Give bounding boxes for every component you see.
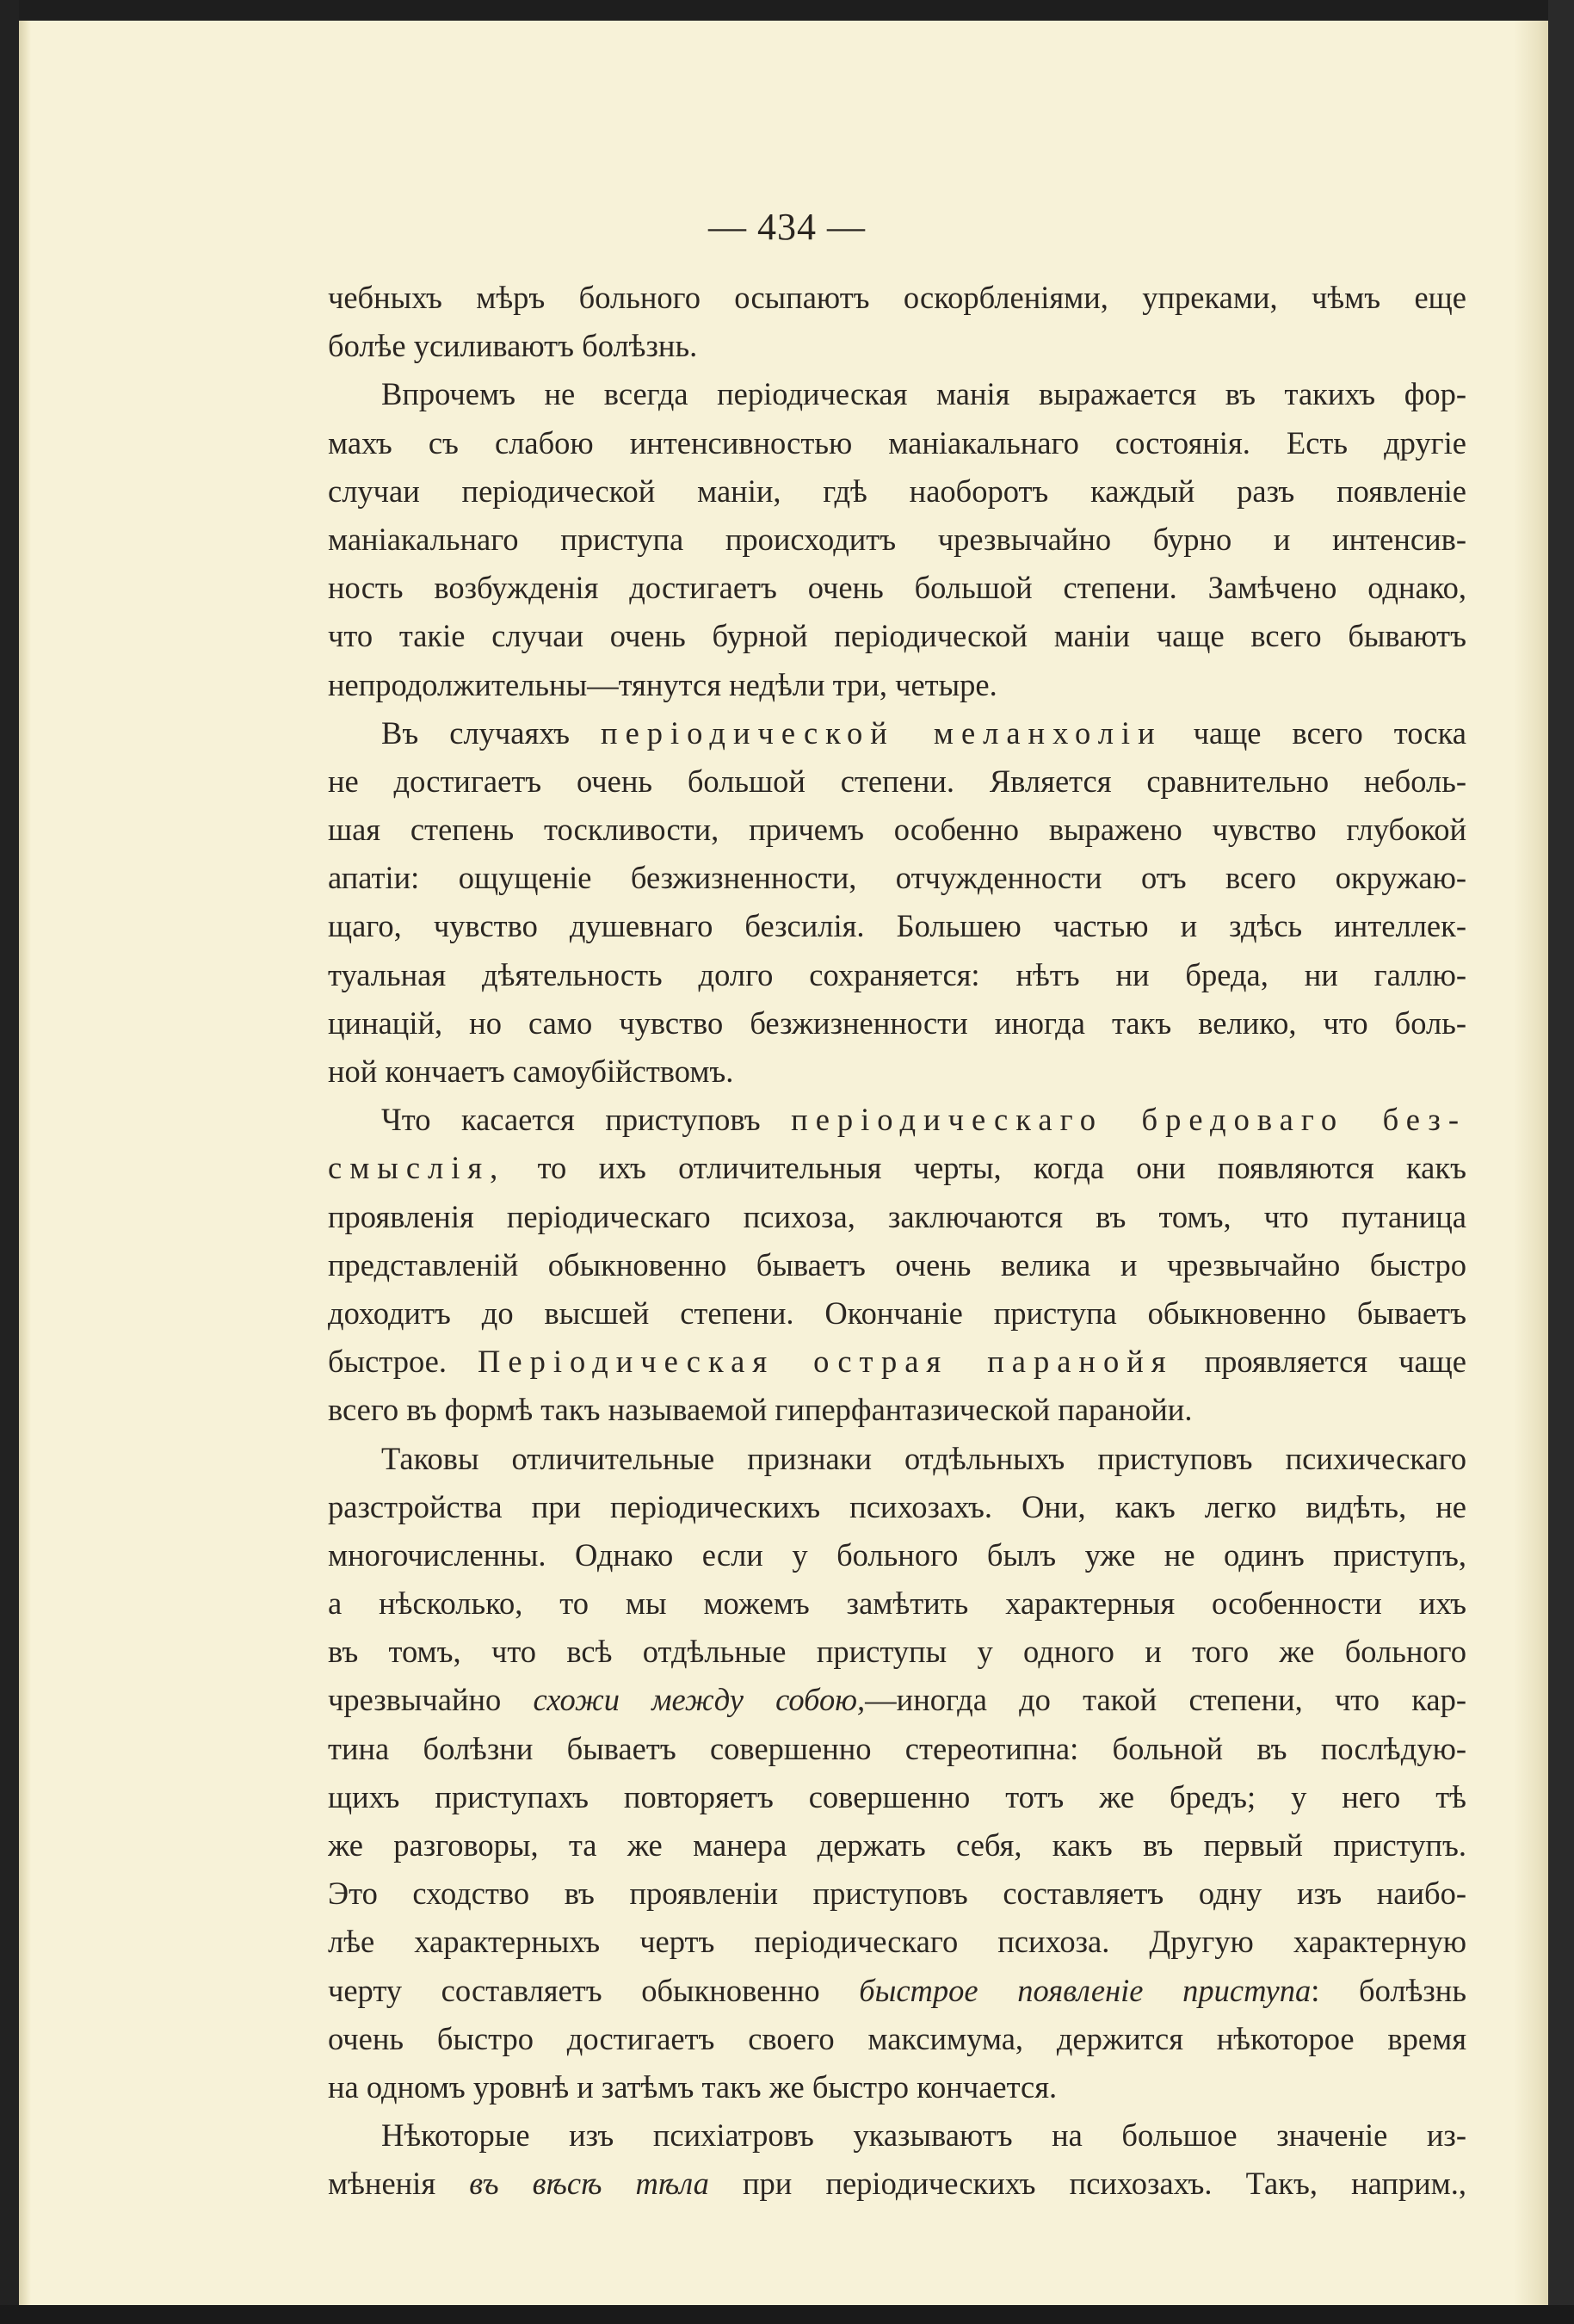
spaced-emphasis: Періодическая острая паранойя (478, 1344, 1174, 1380)
text-line: въ томъ, что всѣ отдѣльные приступы у одного и того же больного (328, 1634, 1466, 1670)
text-line: что такіе случаи очень бурной періодической маніи чаще всего бываютъ (328, 618, 1466, 654)
text-line: шая степень тоскливости, причемъ особенно выражено чувство глубокой (328, 812, 1466, 848)
text-line (328, 2160, 1466, 2208)
text-run: быстрое. (328, 1344, 478, 1380)
italic-emphasis: схожи между собою, (533, 1682, 866, 1718)
text-run: мѣненія (328, 2166, 470, 2202)
text-line: Это сходство въ проявленіи приступовъ составляетъ одну изъ наибо- (328, 1876, 1466, 1912)
scan-border-right (1548, 0, 1574, 2324)
text-run: Въ случаяхъ (381, 714, 602, 751)
text-line: представленій обыкновенно бываетъ очень велика и чрезвычайно быстро (328, 1246, 1466, 1283)
text-line: маніакальнаго приступа происходитъ чрезвычайно бурно и интенсив- (328, 521, 1466, 557)
text-run: : болѣзнь (1311, 1972, 1466, 2008)
page-gutter-shadow (19, 21, 31, 2305)
scan-border-bottom (0, 2305, 1574, 2324)
text-line: Таковы отличительные признаки отдѣльныхъ приступовъ психическаго (381, 1440, 1466, 1476)
text-line: доходитъ до высшей степени. Окончаніе приступа обыкновенно бываетъ (328, 1295, 1466, 1331)
spaced-emphasis: періодическаго бредоваго без- (791, 1102, 1466, 1138)
italic-emphasis: быстрое появленіе приступа (859, 1972, 1312, 2008)
text-line: всего въ формѣ такъ называемой гиперфантазической паранойи. (328, 1392, 1193, 1428)
spaced-emphasis: періодической меланхоліи (601, 714, 1163, 751)
text-line: а нѣсколько, то мы можемъ замѣтить характерныя особенности ихъ (328, 1585, 1466, 1622)
text-run: черту составляетъ обыкновенно (328, 1972, 860, 2008)
text-line (328, 1338, 1466, 1386)
text-line: же разговоры, та же манера держать себя, какъ въ первый приступъ. (328, 1827, 1466, 1863)
text-line: апатіи: ощущеніе безжизненности, отчужденности отъ всего окружаю- (328, 860, 1466, 896)
text-line: очень быстро достигаетъ своего максимума, держится нѣкоторое время (328, 2020, 1466, 2056)
text-line: щихъ приступахъ повторяетъ совершенно тотъ же бредъ; у него тѣ (328, 1778, 1466, 1814)
text-line: махъ съ слабою интенсивностью маніакальнаго состоянія. Есть другіе (328, 424, 1466, 460)
text-line (328, 1096, 1466, 1144)
text-line: тина болѣзни бываетъ совершенно стереотипна: больной въ послѣдую- (328, 1730, 1466, 1766)
text-line: Впрочемъ не всегда періодическая манія выражается въ такихъ фор- (381, 376, 1466, 412)
text-line (328, 1967, 1466, 2015)
text-line: многочисленны. Однако если у больного былъ уже не одинъ приступъ, (328, 1536, 1466, 1573)
text-line: ность возбужденія достигаетъ очень большой степени. Замѣчено однако, (328, 570, 1466, 606)
text-line: ной кончаетъ самоубійствомъ. (328, 1054, 734, 1089)
text-line (328, 1144, 1466, 1192)
text-line (328, 1676, 1466, 1724)
text-run: чаще всего тоска (1162, 714, 1466, 751)
text-line: не достигаетъ очень большой степени. Является сравнительно неболь- (328, 763, 1466, 799)
text-line (328, 709, 1466, 757)
text-run: проявляется чаще (1173, 1344, 1466, 1380)
body-text (328, 274, 1466, 2209)
italic-emphasis: въ вѣсѣ тѣла (469, 2166, 709, 2202)
text-run: чрезвычайно (328, 1682, 534, 1718)
text-run: Что касается приступовъ (381, 1102, 792, 1138)
scan-border-left (0, 0, 19, 2324)
text-line: болѣе усиливаютъ болѣзнь. (328, 328, 698, 364)
spaced-emphasis: смыслія, (328, 1150, 506, 1186)
text-run: —иногда до такой степени, что кар- (865, 1682, 1466, 1718)
text-line: на одномъ уровнѣ и затѣмъ такъ же быстро кончается. (328, 2068, 1058, 2105)
page-edge-shadow (1514, 21, 1548, 2305)
text-line: щаго, чувство душевнаго безсилія. Большею частью и здѣсь интеллек- (328, 908, 1466, 944)
text-run: то ихъ отличительныя черты, когда они появляются какъ (505, 1150, 1466, 1186)
text-line: Нѣкоторые изъ психіатровъ указываютъ на большое значеніе из- (381, 2117, 1466, 2154)
text-line: лѣе характерныхъ чертъ періодическаго психоза. Другую характерную (328, 1924, 1466, 1960)
text-line: проявленія періодическаго психоза, заключаются въ томъ, что путаница (328, 1198, 1466, 1234)
text-line: непродолжительны—тянутся недѣли три, четыре. (328, 666, 997, 702)
text-line: цинацій, но само чувство безжизненности иногда такъ велико, что боль- (328, 1004, 1466, 1041)
text-line: туальная дѣятельность долго сохраняется: нѣтъ ни бреда, ни галлю- (328, 956, 1466, 992)
text-line: случаи періодической маніи, гдѣ наоборотъ каждый разъ появленіе (328, 473, 1466, 509)
page-number: — 434 — (708, 206, 866, 248)
text-run: при періодическихъ психозахъ. Такъ, наприм., (708, 2166, 1466, 2202)
scan-border-top (0, 0, 1574, 21)
text-line: разстройства при періодическихъ психозахъ. Они, какъ легко видѣть, не (328, 1488, 1466, 1524)
text-line: чебныхъ мѣръ больного осыпаютъ оскорбленіями, упреками, чѣмъ еще (328, 280, 1466, 315)
